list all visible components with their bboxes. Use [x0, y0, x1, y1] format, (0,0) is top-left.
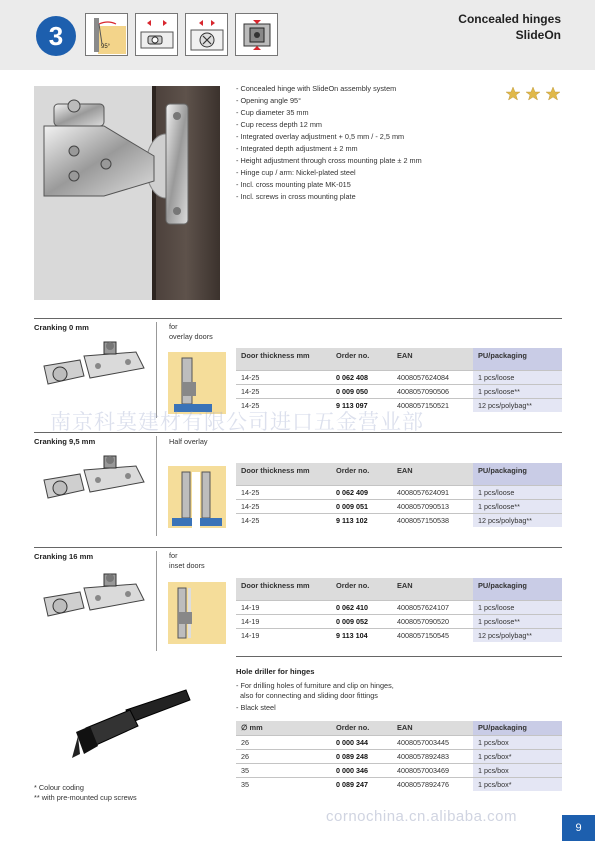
table-row: 14-25 0 062 409 4008057624091 1 pcs/loose: [236, 485, 562, 499]
footnote: ** with pre-mounted cup screws: [34, 793, 137, 802]
inset-diagram: [168, 582, 226, 649]
feature-item: - Cup recess depth 12 mm: [236, 120, 322, 129]
feature-item: - Opening angle 95°: [236, 96, 301, 105]
col-header: EAN: [392, 721, 473, 736]
hinge-image: [40, 452, 152, 523]
feature-item: - Hinge cup / arm: Nickel-plated steel: [236, 168, 356, 177]
footnote: * Colour coding: [34, 783, 84, 792]
section-divider-vertical: [156, 551, 157, 651]
col-header: PU/packaging: [473, 463, 562, 485]
table-row: 14-19 0 009 052 4008057090520 1 pcs/loose**: [236, 614, 562, 628]
section-divider: [236, 656, 562, 657]
opening-angle-icon: [85, 13, 128, 56]
table-row: 14-25 0 062 408 4008057624084 1 pcs/loose: [236, 370, 562, 384]
star-icon: [506, 87, 520, 100]
section-note: for overlay doors: [169, 322, 213, 341]
col-header: ∅ mm: [236, 721, 331, 736]
col-header: Order no.: [331, 463, 392, 485]
height-adjust-icon: [235, 13, 278, 56]
product-table: [236, 578, 562, 642]
page-subtitle: SlideOn: [515, 28, 561, 42]
col-header: PU/packaging: [473, 348, 562, 370]
feature-item: - Incl. screws in cross mounting plate: [236, 192, 356, 201]
col-header: PU/packaging: [473, 721, 562, 736]
overlay-adjust-icon: [135, 13, 178, 56]
page-number: 9: [562, 815, 595, 841]
table-row: 14-19 0 062 410 4008057624107 1 pcs/loose: [236, 600, 562, 614]
col-header: Door thickness mm: [236, 578, 331, 600]
feature-item: - Integrated overlay adjustment + 0,5 mm / - 2,5 mm: [236, 132, 405, 141]
watermark: cornochina.cn.alibaba.com: [326, 808, 517, 825]
product-photo: [34, 86, 220, 300]
star-icon: [546, 87, 560, 100]
section-note: for inset doors: [169, 551, 205, 570]
driller-description: - For drilling holes of furniture and clip on hinges, also for connecting and sliding door fittings - Black steel: [236, 681, 394, 712]
table-row: 14-25 0 009 050 4008057090506 1 pcs/loose**: [236, 384, 562, 398]
table-row: 35 0 089 247 4008057892476 1 pcs/box*: [236, 778, 562, 792]
depth-adjust-icon: [185, 13, 228, 56]
section-name: Cranking 9,5 mm: [34, 437, 96, 446]
section-divider-vertical: [156, 436, 157, 536]
page-title: Concealed hinges: [458, 12, 561, 26]
col-header: PU/packaging: [473, 578, 562, 600]
col-header: EAN: [392, 463, 473, 485]
section-number-badge: 3: [36, 16, 76, 56]
table-row: 14-25 9 113 097 4008057150521 12 pcs/polybag**: [236, 398, 562, 412]
col-header: Order no.: [331, 721, 392, 736]
col-header: Door thickness mm: [236, 463, 331, 485]
watermark: 南京科莫建材有限公司进口五金营业部: [50, 410, 424, 434]
section-note: Half overlay: [169, 437, 208, 446]
feature-item: - Height adjustment through cross mounting plate ± 2 mm: [236, 156, 422, 165]
col-header: Order no.: [331, 348, 392, 370]
quality-rating: [505, 86, 561, 107]
star-icon: [526, 87, 540, 100]
section-divider: [34, 318, 562, 319]
feature-item: - Concealed hinge with SlideOn assembly system: [236, 84, 397, 93]
hinge-image: [40, 570, 152, 641]
feature-item: - Integrated depth adjustment ± 2 mm: [236, 144, 358, 153]
section-divider: [34, 547, 562, 548]
col-header: Door thickness mm: [236, 348, 331, 370]
feature-list: [236, 83, 422, 203]
table-row: 14-25 0 009 051 4008057090513 1 pcs/loose**: [236, 499, 562, 513]
hole-driller-image: [66, 680, 196, 769]
table-row: 26 0 000 344 4008057003445 1 pcs/box: [236, 736, 562, 750]
hinge-image: [40, 338, 152, 409]
section-divider-vertical: [156, 322, 157, 418]
driller-title: Hole driller for hinges: [236, 667, 315, 676]
driller-table: [236, 721, 562, 791]
feature-item: - Cup diameter 35 mm: [236, 108, 309, 117]
table-row: 14-25 9 113 102 4008057150538 12 pcs/polybag**: [236, 513, 562, 527]
section-name: Cranking 16 mm: [34, 552, 94, 561]
col-header: Order no.: [331, 578, 392, 600]
col-header: EAN: [392, 578, 473, 600]
half-overlay-diagram: [168, 466, 226, 533]
section-name: Cranking 0 mm: [34, 323, 89, 332]
table-row: 14-19 9 113 104 4008057150545 12 pcs/polybag**: [236, 628, 562, 642]
product-table: [236, 463, 562, 527]
product-table: [236, 348, 562, 412]
feature-item: - Incl. cross mounting plate MK-015: [236, 180, 351, 189]
table-row: 26 0 089 248 4008057892483 1 pcs/box*: [236, 750, 562, 764]
angle-label: 95°: [101, 44, 111, 50]
table-row: 35 0 000 346 4008057003469 1 pcs/box: [236, 764, 562, 778]
col-header: EAN: [392, 348, 473, 370]
